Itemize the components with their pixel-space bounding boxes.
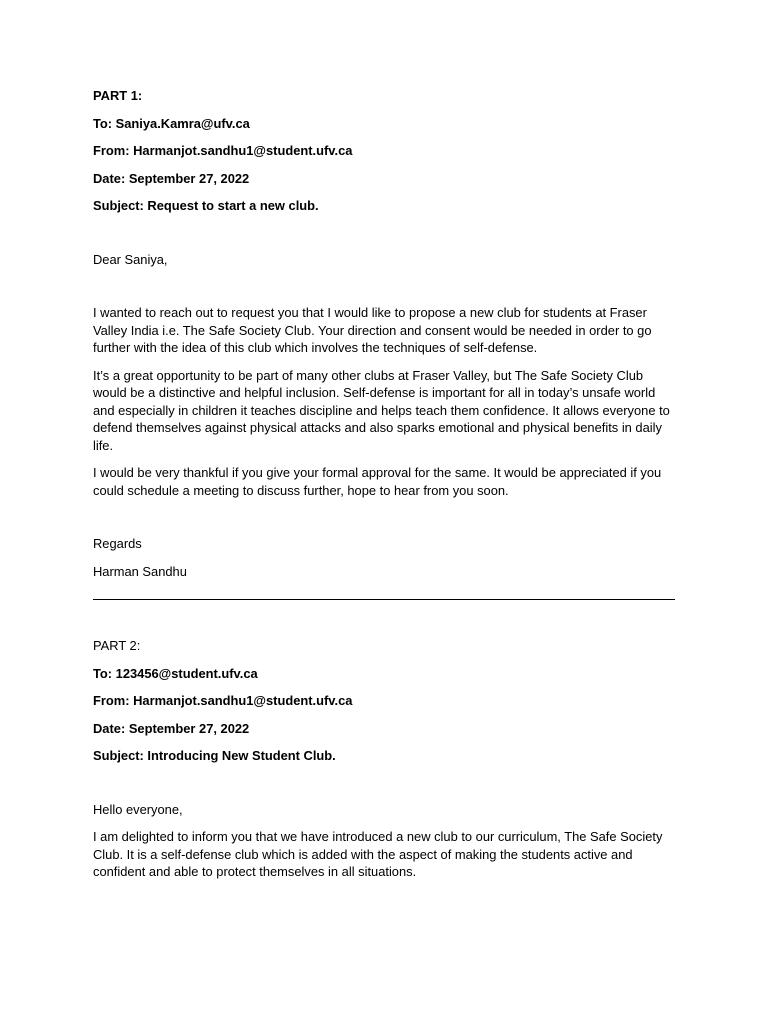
spacer [93,775,677,801]
part-1-from-field: From: Harmanjot.sandhu1@student.ufv.ca [93,143,353,158]
document-body [93,87,677,891]
part-2-section [93,637,677,881]
part-1-paragraph: I wanted to reach out to request you that I would like to propose a new club for students at Fraser Valley India i.e. The Safe Society Club. Your direction and consent would be needed in order to go further with the idea of this club which involves the techniques of self-defense. [93,305,652,355]
part-2-to-field: To: 123456@student.ufv.ca [93,665,258,681]
part-1-heading: PART 1: [93,88,143,103]
spacer [93,225,677,251]
part-1-subject-field: Subject: Request to start a new club. [93,198,319,213]
section-divider [93,599,675,600]
part-1-signature: Harman Sandhu [93,563,187,579]
part-1-section [93,87,677,580]
part-2-date-field: Date: September 27, 2022 [93,720,250,736]
part-2-subject-field: Subject: Introducing New Student Club. [93,748,336,763]
spacer [93,509,677,535]
part-2-heading: PART 2: [93,638,141,653]
part-2-paragraph: I am delighted to inform you that we have introduced a new club to our curriculum, The Safe Society Club. It is a self-defense club which is added with the aspect of making the students active and confident and able to protect themselves in all situations. [93,829,663,879]
part-1-date-field: Date: September 27, 2022 [93,170,250,186]
part-1-greeting: Dear Saniya, [93,251,168,267]
part-1-paragraph: It’s a great opportunity to be part of many other clubs at Fraser Valley, but The Safe Society Club would be a distinctive and helpful inclusion. Self-defense is important for all in today’s unsafe world and especially in children it teaches discipline and helps teach them confidence. It allows everyone to defend themselves against physical attacks and also sparks emotional and physical benefits in daily life. [93,367,670,453]
spacer [93,278,677,304]
part-1-closing: Regards [93,536,142,551]
part-2-from-field: From: Harmanjot.sandhu1@student.ufv.ca [93,693,353,708]
part-1-paragraph: I would be very thankful if you give your formal approval for the same. It would be appreciated if you could schedule a meeting to discuss further, hope to hear from you soon. [93,465,662,498]
part-2-greeting: Hello everyone, [93,801,183,817]
part-1-to-field: To: Saniya.Kamra@ufv.ca [93,115,250,131]
